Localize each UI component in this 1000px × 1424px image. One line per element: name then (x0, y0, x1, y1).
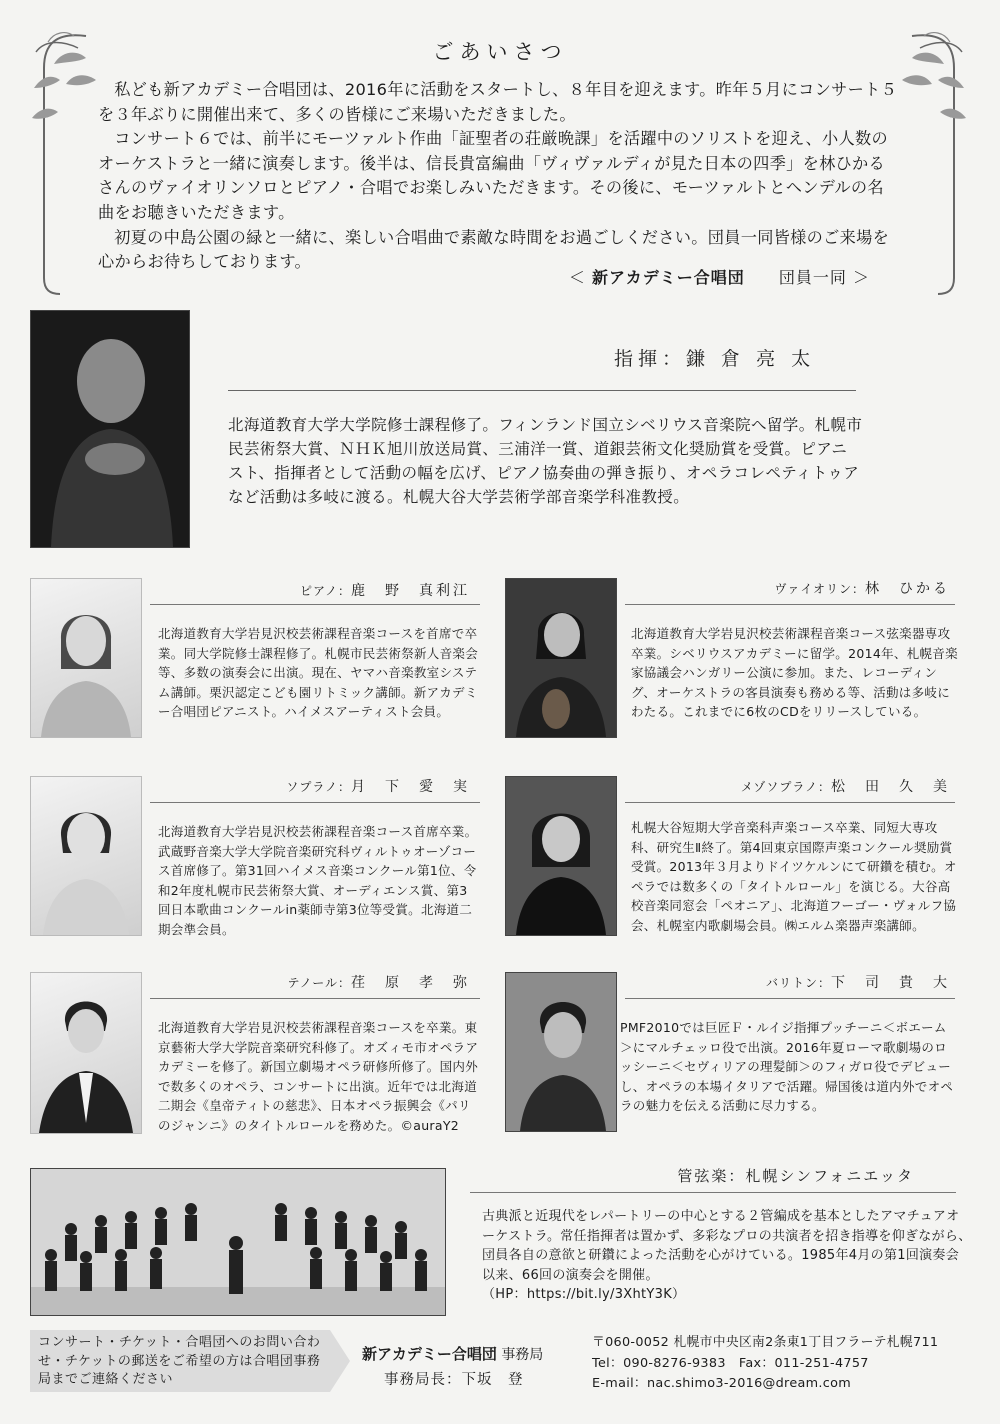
soprano-photo (30, 776, 142, 936)
tenor-role: テノール： (287, 976, 351, 990)
tenor-divider (150, 998, 480, 999)
orchestra-role: 管弦楽： (677, 1167, 746, 1185)
orchestra-divider (470, 1192, 956, 1193)
greeting-body (98, 78, 898, 275)
office-chief: 事務局長：下坂 登 (384, 1372, 524, 1388)
baritone-photo (505, 972, 617, 1132)
orchestra-photo (30, 1168, 446, 1316)
greeting-title: ごあいさつ (432, 40, 568, 64)
conductor-role: 指揮： (614, 348, 687, 370)
baritone-divider (625, 998, 955, 999)
signature-members: 団員一同 (778, 268, 847, 287)
conductor-divider (228, 390, 856, 391)
mezzo-divider (625, 802, 955, 803)
mezzo-role: メゾソプラノ： (740, 780, 831, 794)
piano-photo (30, 578, 142, 738)
orchestra-heading (677, 1165, 914, 1186)
greeting-signature (569, 265, 870, 288)
orchestra-name: 札幌シンフォニエッタ (745, 1167, 914, 1185)
orchestra-bio-text: 古典派と近現代をレパートリーの中心とする２管編成を基本としたアマチュアオーケストラ。常任指揮者は置かず、多彩なプロの共演者を招き指導を仰ぎながら、団員各自の意欲と研鑽によった活動を心がけている。1985年4月の第1回演奏会以来、66回の演奏会を開催。 (482, 1209, 972, 1283)
mezzo-bio: 札幌大谷短期大学音楽科声楽コース卒業、同短大専攻科、研究生Ⅱ終了。第4回東京国際声楽コンクール奨励賞受賞。2013年３月よりドイツケルンにて研鑽を積む。オペラでは数多くの「タイトルロール」を演じる。大谷高校音楽同窓会「ペオニア」、北海道フーゴー・ヴォルフ協会、札幌室内歌劇場会員。㈱エルム楽器声楽講師。 (631, 820, 957, 933)
conductor-heading (614, 344, 815, 371)
tenor-heading (287, 972, 470, 992)
violin-role: ヴァイオリン： (774, 582, 865, 596)
office-org: 新アカデミー合唱団 (362, 1345, 497, 1363)
conductor-name: 鎌 倉 亮 太 (686, 348, 816, 370)
violin-bio: 北海道教育大学岩見沢校芸術課程音楽コース弦楽器専攻卒業。シベリウスアカデミーに留学。2014年、札幌音楽家協議会ハンガリー公演に参加。また、レコーディング、オーケストラの客員演奏も務める等、活動は多岐にわたる。これまでに6枚のCDをリリースしている。 (631, 626, 958, 720)
office-label: 事務局 (501, 1347, 544, 1363)
violin-name: 林 ひかる (865, 581, 950, 597)
mezzo-heading (741, 776, 950, 796)
violin-photo (505, 578, 617, 738)
tenor-photo (30, 972, 142, 1134)
piano-divider (150, 604, 480, 605)
baritone-heading (766, 972, 950, 992)
contact-phone[interactable]: Tel：090-8276-9383 Fax：011-251-4757 (592, 1355, 869, 1371)
baritone-bio: PMF2010では巨匠Ｆ・ルイジ指揮プッチーニ＜ボエーム＞にマルチェッロ役で出演。2016年夏ローマ歌劇場のロッシーニ＜セヴィリアの理髪師＞のフィガロ役でデビューし、オペラの本場イタリアで活躍。帰国後は道内外でオペラの魅力を伝える活動に尽力する。 (620, 1020, 954, 1114)
greeting-paragraph-1: 私ども新アカデミー合唱団は、2016年に活動をスタートし、８年目を迎えます。昨年５月にコンサート５を３年ぶりに開催出来て、多くの皆様にご来場いただきました。 (98, 80, 898, 124)
piano-bio: 北海道教育大学岩見沢校芸術課程音楽コースを首席で卒業。同大学院修士課程修了。札幌市民芸術祭新人音楽会等、多数の演奏会に出演。現在、ヤマハ音楽教室システム講師。栗沢認定こども園リトミック講師。新アカデミー合唱団ピアニスト。ハイメスアーティスト会員。 (158, 626, 479, 720)
baritone-name: 下 司 貴 大 (831, 975, 950, 991)
soprano-bio: 北海道教育大学岩見沢校芸術課程音楽コース首席卒業。武蔵野音楽大学大学院音楽研究科ヴィルトゥオーゾコース首席修了。第31回ハイメス音楽コンクール第1位、令和2年度札幌市民芸術祭大賞、オーディエンス賞、第3回日本歌曲コンクールin薬師寺第3位等受賞。北海道二期会準会員。 (158, 824, 478, 937)
signature-open: ＜ (568, 268, 586, 287)
greeting-paragraph-3: 初夏の中島公園の緑と一緒に、楽しい合唱曲で素敵な時間をお過ごしください。団員一同皆様のご来場を心からお待ちしております。 (98, 227, 890, 272)
contact-address-block (592, 1333, 938, 1395)
conductor-photo (30, 310, 190, 548)
baritone-role: バリトン： (765, 976, 831, 990)
signature-close: ＞ (852, 268, 870, 287)
contact-arrow-icon (330, 1330, 350, 1392)
greeting-paragraph-2: コンサート６では、前半にモーツァルト作曲「証聖者の荘厳晩課」を活躍中のソリストを迎え、小人数のオーケストラと一緒に演奏します。後半は、信長貴富編曲「ヴィヴァルディが見た日本の四季」を林ひかるさんのヴァイオリンソロとピアノ・合唱でお楽しみいただきます。その後に、モーツァルトとヘンデルの名曲をお聴きいただきます。 (98, 129, 888, 222)
contact-note: コンサート・チケット・合唱団へのお問い合わせ・チケットの郵送をご希望の方は合唱団事務局までご連絡ください (38, 1335, 321, 1387)
contact-address: 〒060-0052 札幌市中央区南2条東1丁目フラーテ札幌711 (592, 1335, 939, 1350)
piano-role: ピアノ： (299, 584, 351, 598)
soprano-role: ソプラノ： (286, 780, 351, 794)
tenor-bio: 北海道教育大学岩見沢校芸術課程音楽コースを卒業。東京藝術大学大学院音楽研究科修了。オズィモ市オペラアカデミーを修了。新国立劇場オペラ研修所修了。国内外で数多くのオペラ、コンサートに出演。近年では北海道二期会《皇帝ティトの慈悲》、日本オペラ振興会《パリのジャンニ》のタイトルロールを務めた。©auraY2 (158, 1020, 479, 1133)
contact-email[interactable]: E-mail：nac.shimo3-2016@dream.com (592, 1376, 852, 1391)
soprano-divider (150, 802, 480, 803)
tenor-name: 荏 原 孝 弥 (351, 975, 470, 991)
soprano-heading (286, 776, 470, 796)
violin-heading (774, 578, 950, 598)
mezzo-photo (505, 776, 617, 936)
signature-org: 新アカデミー合唱団 (591, 268, 745, 287)
office-line (362, 1343, 543, 1364)
piano-heading (300, 580, 470, 600)
conductor-bio: 北海道教育大学大学院修士課程修了。フィンランド国立シベリウス音楽院へ留学。札幌市民芸術祭大賞、ＮＨＫ旭川放送局賞、三浦洋一賞、道銀芸術文化奨励賞を受賞。ピアニスト、指揮者として活動の幅を広げ、ピアノ協奏曲の弾き振り、オペラコレペティトゥアなど活動は多岐に渡る。札幌大谷大学芸術学部音楽学科准教授。 (228, 416, 863, 506)
piano-name: 鹿 野 真利江 (351, 583, 470, 599)
orchestra-hp[interactable]: （HP：https://bit.ly/3XhtY3K） (482, 1287, 686, 1302)
soprano-name: 月 下 愛 実 (351, 779, 470, 795)
violin-divider (625, 604, 955, 605)
orchestra-bio (482, 1207, 972, 1305)
mezzo-name: 松 田 久 美 (831, 779, 950, 795)
